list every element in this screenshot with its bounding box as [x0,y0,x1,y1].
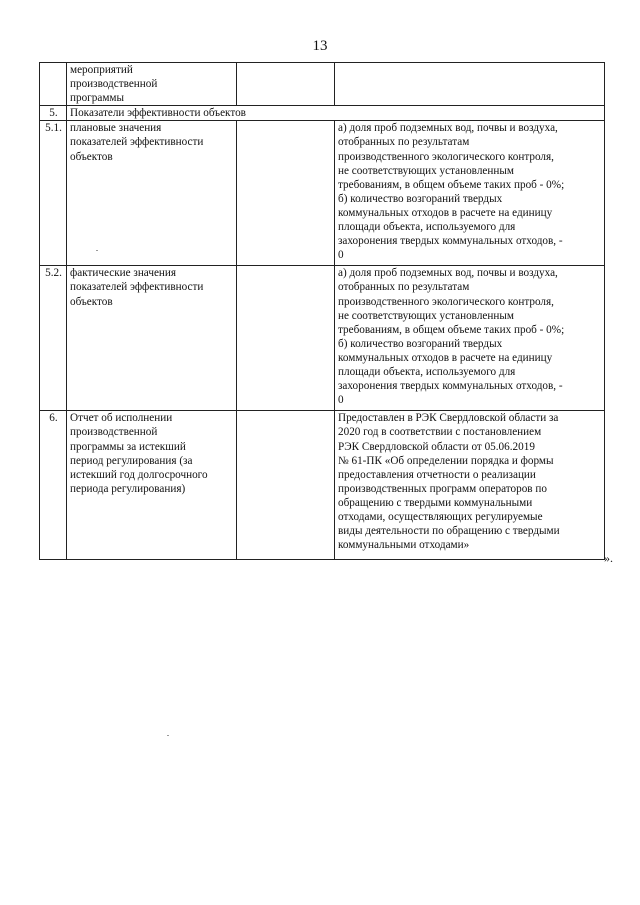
row-description-cell: плановые значения показателей эффективности объектов [67,121,237,266]
row-number-cell: 5.1. [40,121,67,266]
row-number-cell: 6. [40,411,67,560]
row-middle-cell [237,411,335,560]
closing-quote-mark: ». [604,551,613,565]
row-description-cell: мероприятий производственной программы [67,63,237,106]
table-row-6 [40,411,605,560]
table-row-section-5 [40,106,605,121]
table-row-continuation [40,63,605,106]
table-row-5-1 [40,121,605,266]
row-middle-cell [237,63,335,106]
row-number-cell: 5. [40,106,67,121]
production-program-table [39,62,605,560]
row-value-cell [335,63,605,106]
row-value-cell: Предоставлен в РЭК Свердловской области за 2020 год в соответствии с постановлением РЭК Свердловской области от 05.06.2019 № 61-ПК «Об определении порядка и формы предоставления отчетности о реализации производственных программ операторов по обращению с твердыми коммунальными отходами, осуществляющих регулируемые виды деятельности по обращению с твердыми коммунальными отходами» [335,411,605,560]
row-number-cell [40,63,67,106]
row-middle-cell [237,121,335,266]
row-number-cell: 5.2. [40,266,67,411]
page-number: 13 [312,38,328,54]
row-middle-cell [237,266,335,411]
row-value-cell: а) доля проб подземных вод, почвы и воздуха, отобранных по результатам производственного экологического контроля, не соответствующих установленным требованиям, в общем объеме таких проб - 0%; б) количество возгораний твердых коммунальных отходов в расчете на единицу площади объекта, используемого для захоронения твердых коммунальных отходов, - 0 [335,121,605,266]
row-description-cell: фактические значения показателей эффективности объектов [67,266,237,411]
table-row-5-2 [40,266,605,411]
row-value-cell: а) доля проб подземных вод, почвы и воздуха, отобранных по результатам производственного экологического контроля, не соответствующих установленным требованиям, в общем объеме таких проб - 0%; б) количество возгораний твердых коммунальных отходов в расчете на единицу площади объекта, используемого для захоронения твердых коммунальных отходов, - 0 [335,266,605,411]
scan-speck [96,250,98,251]
section-title-cell: Показатели эффективности объектов [67,106,605,121]
scan-speck [167,735,169,736]
row-description-cell: Отчет об исполнении производственной программы за истекший период регулирования (за истекший год долгосрочного периода регулирования) [67,411,237,560]
